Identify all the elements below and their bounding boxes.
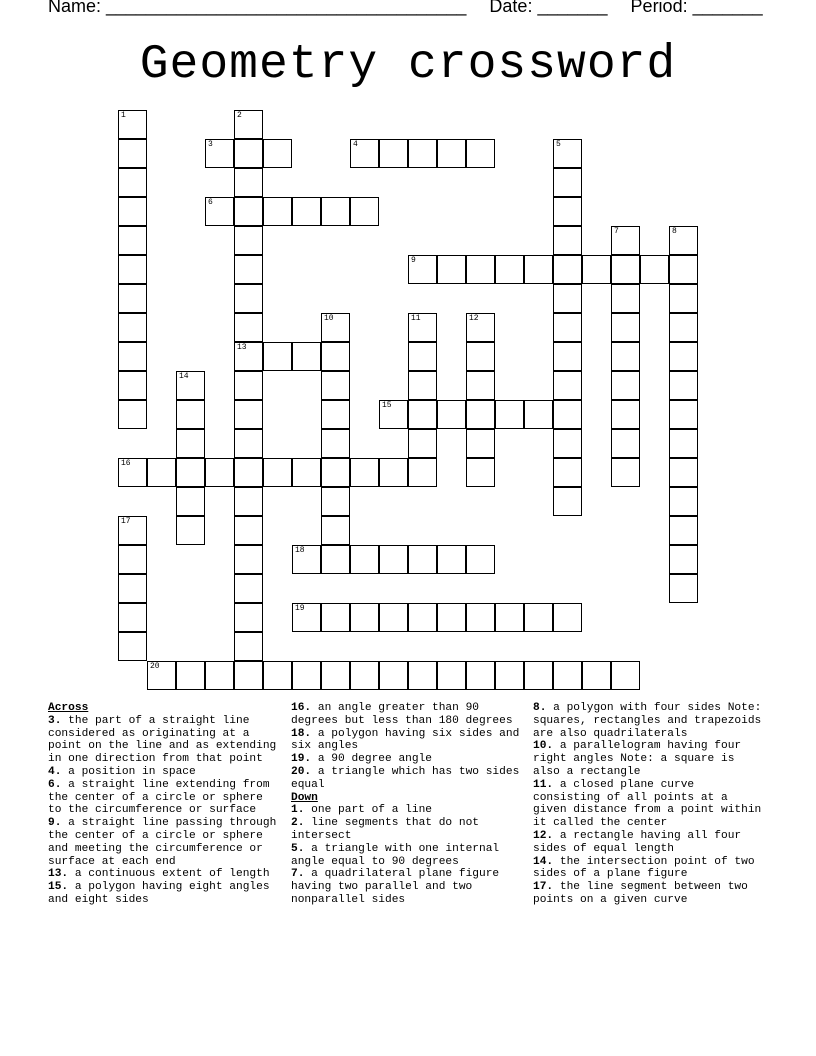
clue-number: 4. (48, 765, 62, 778)
clue-text: a position in space (68, 765, 196, 778)
clue-text: a straight line extending from the center of a circle or sphere to the circumference or surface (48, 778, 270, 817)
crossword-cell[interactable] (205, 458, 234, 487)
crossword-cell[interactable] (147, 458, 176, 487)
crossword-cell[interactable] (379, 458, 408, 487)
clue-number-label: 6 (208, 198, 213, 207)
crossword-cell[interactable] (118, 110, 147, 139)
clue-number-label: 3 (208, 140, 213, 149)
crossword-cell[interactable] (118, 400, 147, 429)
crossword-cell[interactable] (466, 342, 495, 371)
clue-text: a rectangle having all four sides of equal length (533, 829, 742, 855)
clue-number-label: 14 (179, 372, 189, 381)
clue-across-16 (291, 702, 523, 728)
crossword-cell[interactable] (437, 545, 466, 574)
clue-number: 10. (533, 740, 554, 753)
crossword-cell[interactable] (582, 255, 611, 284)
crossword-cell[interactable] (379, 661, 408, 690)
crossword-cell[interactable] (408, 603, 437, 632)
crossword-cell[interactable] (176, 516, 205, 545)
clue-down-17 (533, 881, 765, 907)
crossword-cell[interactable] (234, 371, 263, 400)
crossword-cell[interactable] (263, 342, 292, 371)
clue-text: the line segment between two points on a given curve (533, 881, 748, 906)
crossword-cell[interactable] (669, 487, 698, 516)
clue-number-label: 15 (382, 401, 392, 410)
crossword-cell[interactable] (553, 400, 582, 429)
crossword-cell[interactable] (321, 342, 350, 371)
crossword-cell[interactable] (408, 400, 437, 429)
crossword-cell[interactable] (292, 342, 321, 371)
crossword-cell[interactable] (350, 603, 379, 632)
crossword-cell[interactable] (263, 197, 292, 226)
crossword-cell[interactable] (321, 603, 350, 632)
clue-number-label: 12 (469, 314, 479, 323)
clue-text: a parallelogram having four right angles Note: a square is also a rectangle (533, 740, 742, 778)
crossword-cell[interactable] (437, 139, 466, 168)
crossword-cell[interactable] (234, 139, 263, 168)
crossword-cell[interactable] (669, 458, 698, 487)
crossword-cell[interactable] (234, 574, 263, 603)
crossword-cell[interactable] (611, 226, 640, 255)
clue-across-9 (48, 817, 280, 868)
crossword-cell[interactable] (234, 226, 263, 255)
clue-number: 20. (291, 765, 312, 778)
clue-down-2 (291, 817, 523, 843)
crossword-cell[interactable] (234, 661, 263, 690)
crossword-cell[interactable] (234, 197, 263, 226)
clue-number-label: 8 (672, 227, 677, 236)
crossword-cell[interactable] (669, 516, 698, 545)
clue-text: a closed plane curve consisting of all points at a given distance from a point within it called the center (533, 778, 762, 830)
crossword-cell[interactable] (234, 487, 263, 516)
clue-text: the part of a straight line considered as originating at a point on the line and as extending in one direction from that point (48, 714, 277, 766)
clue-number: 16. (291, 702, 312, 714)
crossword-cell[interactable] (408, 661, 437, 690)
crossword-cell[interactable] (466, 313, 495, 342)
crossword-cell[interactable] (350, 139, 379, 168)
crossword-cell[interactable] (553, 255, 582, 284)
clue-number: 3. (48, 714, 62, 727)
crossword-cell[interactable] (118, 603, 147, 632)
crossword-cell[interactable] (466, 429, 495, 458)
clue-number: 1. (291, 804, 305, 817)
crossword-cell[interactable] (321, 197, 350, 226)
clue-number-label: 13 (237, 343, 247, 352)
clue-number: 12. (533, 829, 554, 842)
crossword-cell[interactable] (524, 603, 553, 632)
crossword-cell[interactable] (118, 197, 147, 226)
crossword-cell[interactable] (263, 458, 292, 487)
crossword-cell[interactable] (495, 400, 524, 429)
crossword-cell[interactable] (118, 139, 147, 168)
clue-text: one part of a line (311, 804, 433, 817)
crossword-cell[interactable] (495, 603, 524, 632)
crossword-cell[interactable] (408, 545, 437, 574)
crossword-cell[interactable] (611, 429, 640, 458)
clues-column-3 (533, 702, 765, 907)
clue-text: the intersection point of two sides of a plane figure (533, 855, 755, 881)
crossword-cell[interactable] (234, 313, 263, 342)
crossword-cell[interactable] (466, 458, 495, 487)
clue-text: a polygon with four sides Note: squares, rectangles and trapezoids are also quadrilaterals (533, 702, 762, 740)
clue-number: 7. (291, 868, 305, 881)
crossword-cell[interactable] (321, 313, 350, 342)
crossword-cell[interactable] (669, 313, 698, 342)
crossword-cell[interactable] (466, 400, 495, 429)
clue-number: 2. (291, 817, 305, 830)
crossword-cell[interactable] (205, 139, 234, 168)
crossword-cell[interactable] (350, 197, 379, 226)
crossword-cell[interactable] (553, 313, 582, 342)
clue-text: a polygon having six sides and six angles (291, 727, 520, 753)
crossword-cell[interactable] (118, 313, 147, 342)
crossword-cell[interactable] (408, 139, 437, 168)
crossword-cell[interactable] (234, 458, 263, 487)
crossword-cell[interactable] (321, 487, 350, 516)
clue-down-1 (291, 804, 523, 817)
crossword-cell[interactable] (321, 371, 350, 400)
crossword-cell[interactable] (263, 139, 292, 168)
clue-down-11 (533, 779, 765, 830)
crossword-cell[interactable] (234, 400, 263, 429)
crossword-cell[interactable] (466, 603, 495, 632)
crossword-cell[interactable] (437, 400, 466, 429)
crossword-cell[interactable] (553, 197, 582, 226)
crossword-cell[interactable] (234, 255, 263, 284)
clue-down-7 (291, 868, 523, 906)
crossword-cell[interactable] (553, 284, 582, 313)
clue-number-label: 20 (150, 662, 160, 671)
clue-across-6 (48, 779, 280, 817)
clue-across-4 (48, 766, 280, 779)
crossword-cell[interactable] (408, 371, 437, 400)
crossword-cell[interactable] (321, 400, 350, 429)
clue-down-12 (533, 830, 765, 856)
crossword-cell[interactable] (553, 661, 582, 690)
crossword-cell[interactable] (553, 429, 582, 458)
crossword-cell[interactable] (379, 400, 408, 429)
crossword-cell[interactable] (408, 313, 437, 342)
name-field[interactable]: Name: ____________________________________ (48, 0, 467, 16)
crossword-cell[interactable] (466, 545, 495, 574)
clue-number-label: 18 (295, 546, 305, 555)
clue-number: 11. (533, 778, 554, 791)
crossword-cell[interactable] (611, 458, 640, 487)
crossword-cell[interactable] (669, 545, 698, 574)
clue-down-5 (291, 843, 523, 869)
crossword-cell[interactable] (669, 574, 698, 603)
crossword-cell[interactable] (466, 139, 495, 168)
crossword-cell[interactable] (669, 429, 698, 458)
crossword-cell[interactable] (118, 226, 147, 255)
crossword-cell[interactable] (495, 255, 524, 284)
clue-number-label: 7 (614, 227, 619, 236)
crossword-cell[interactable] (292, 603, 321, 632)
crossword-cell[interactable] (263, 661, 292, 690)
clue-text: an angle greater than 90 degrees but less than 180 degrees (291, 702, 513, 727)
crossword-cell[interactable] (176, 371, 205, 400)
crossword-cell[interactable] (379, 139, 408, 168)
clue-across-15 (48, 881, 280, 907)
crossword-cell[interactable] (292, 197, 321, 226)
crossword-cell[interactable] (437, 603, 466, 632)
crossword-cell[interactable] (176, 400, 205, 429)
crossword-cell[interactable] (495, 661, 524, 690)
crossword-cell[interactable] (669, 226, 698, 255)
clue-across-19 (291, 753, 523, 766)
crossword-cell[interactable] (437, 661, 466, 690)
crossword-cell[interactable] (640, 255, 669, 284)
crossword-cell[interactable] (553, 226, 582, 255)
clue-text: a quadrilateral plane figure having two parallel and two nonparallel sides (291, 868, 500, 906)
crossword-cell[interactable] (176, 429, 205, 458)
clue-number: 18. (291, 727, 312, 740)
crossword-cell[interactable] (234, 603, 263, 632)
crossword-cell[interactable] (408, 458, 437, 487)
crossword-cell[interactable] (147, 661, 176, 690)
crossword-cell[interactable] (466, 255, 495, 284)
crossword-cell[interactable] (234, 342, 263, 371)
crossword-cell[interactable] (118, 458, 147, 487)
clue-number: 6. (48, 778, 62, 791)
crossword-cell[interactable] (669, 284, 698, 313)
crossword-cell[interactable] (234, 545, 263, 574)
crossword-cell[interactable] (205, 661, 234, 690)
clue-number: 13. (48, 868, 69, 881)
crossword-cell[interactable] (176, 661, 205, 690)
crossword-cell[interactable] (234, 516, 263, 545)
crossword-cell[interactable] (669, 400, 698, 429)
crossword-cell[interactable] (437, 255, 466, 284)
clue-text: a straight line passing through the center of a circle or sphere and meeting the circumference or surface at each end (48, 817, 277, 868)
clue-text: line segments that do not intersect (291, 817, 479, 842)
clue-down-10 (533, 740, 765, 778)
clue-number: 15. (48, 881, 69, 894)
clue-down-8 (533, 702, 765, 740)
crossword-cell[interactable] (118, 342, 147, 371)
clue-text: a 90 degree angle (317, 753, 433, 766)
clue-number: 14. (533, 855, 554, 868)
page-title: Geometry crossword (139, 38, 677, 92)
crossword-cell[interactable] (669, 371, 698, 400)
crossword-cell[interactable] (292, 458, 321, 487)
clue-number-label: 16 (121, 459, 131, 468)
crossword-cell[interactable] (118, 284, 147, 313)
clue-number-label: 17 (121, 517, 131, 526)
crossword-cell[interactable] (611, 400, 640, 429)
clue-number: 17. (533, 881, 554, 894)
clue-number-label: 10 (324, 314, 334, 323)
crossword-cell[interactable] (234, 284, 263, 313)
crossword-cell[interactable] (321, 429, 350, 458)
crossword-cell[interactable] (234, 632, 263, 661)
clue-text: a continuous extent of length (74, 868, 270, 881)
clue-number: 9. (48, 817, 62, 830)
clue-text: a triangle with one internal angle equal to 90 degrees (291, 842, 500, 868)
crossword-cell[interactable] (379, 545, 408, 574)
crossword-cell[interactable] (379, 603, 408, 632)
clue-number-label: 9 (411, 256, 416, 265)
crossword-cell[interactable] (321, 661, 350, 690)
clue-text: a polygon having eight angles and eight sides (48, 881, 270, 906)
crossword-cell[interactable] (234, 429, 263, 458)
crossword-cell[interactable] (524, 661, 553, 690)
clue-number-label: 4 (353, 140, 358, 149)
crossword-cell[interactable] (582, 661, 611, 690)
crossword-cell[interactable] (553, 603, 582, 632)
crossword-cell[interactable] (553, 458, 582, 487)
down-heading: Down (291, 791, 318, 804)
crossword-cell[interactable] (553, 487, 582, 516)
crossword-cell[interactable] (611, 661, 640, 690)
clue-number-label: 2 (237, 111, 242, 120)
crossword-cell[interactable] (321, 458, 350, 487)
crossword-cell[interactable] (350, 661, 379, 690)
crossword-cell[interactable] (524, 255, 553, 284)
clue-number: 19. (291, 753, 312, 766)
crossword-cell[interactable] (118, 574, 147, 603)
clue-number: 8. (533, 702, 547, 714)
crossword-cell[interactable] (611, 371, 640, 400)
clue-number-label: 19 (295, 604, 305, 613)
crossword-cell[interactable] (234, 168, 263, 197)
period-field[interactable]: Period: _______ (630, 0, 763, 16)
crossword-cell[interactable] (292, 545, 321, 574)
crossword-cell[interactable] (350, 458, 379, 487)
clue-number-label: 11 (411, 314, 421, 323)
crossword-cell[interactable] (234, 110, 263, 139)
clue-text: a triangle which has two sides equal (291, 765, 520, 791)
crossword-cell[interactable] (118, 255, 147, 284)
clue-across-20 (291, 766, 523, 792)
crossword-cell[interactable] (466, 371, 495, 400)
crossword-cell[interactable] (553, 342, 582, 371)
crossword-cell[interactable] (669, 255, 698, 284)
crossword-cell[interactable] (611, 284, 640, 313)
crossword-cell[interactable] (553, 139, 582, 168)
date-field[interactable]: Date: _______ (489, 0, 608, 16)
clues-column-1 (48, 702, 280, 907)
clue-across-18 (291, 728, 523, 754)
crossword-cell[interactable] (408, 255, 437, 284)
crossword-cell[interactable] (118, 632, 147, 661)
crossword-cell[interactable] (118, 545, 147, 574)
crossword-cell[interactable] (321, 545, 350, 574)
clue-number: 5. (291, 842, 305, 855)
crossword-cell[interactable] (669, 342, 698, 371)
crossword-cell[interactable] (321, 516, 350, 545)
crossword-cell[interactable] (408, 429, 437, 458)
crossword-cell[interactable] (205, 197, 234, 226)
crossword-cell[interactable] (118, 371, 147, 400)
crossword-cell[interactable] (553, 168, 582, 197)
clue-across-13 (48, 868, 280, 881)
crossword-cell[interactable] (611, 255, 640, 284)
clues-column-2 (291, 702, 523, 907)
crossword-cell[interactable] (611, 313, 640, 342)
clue-number-label: 5 (556, 140, 561, 149)
crossword-cell[interactable] (118, 168, 147, 197)
crossword-cell[interactable] (611, 342, 640, 371)
clue-number-label: 1 (121, 111, 126, 120)
crossword-cell[interactable] (553, 371, 582, 400)
crossword-cell[interactable] (118, 516, 147, 545)
crossword-cell[interactable] (176, 487, 205, 516)
crossword-cell[interactable] (176, 458, 205, 487)
crossword-cell[interactable] (408, 342, 437, 371)
clue-down-14 (533, 856, 765, 882)
crossword-cell[interactable] (292, 661, 321, 690)
crossword-cell[interactable] (350, 545, 379, 574)
across-heading: Across (48, 702, 89, 714)
clue-across-3 (48, 715, 280, 766)
crossword-cell[interactable] (466, 661, 495, 690)
crossword-cell[interactable] (524, 400, 553, 429)
